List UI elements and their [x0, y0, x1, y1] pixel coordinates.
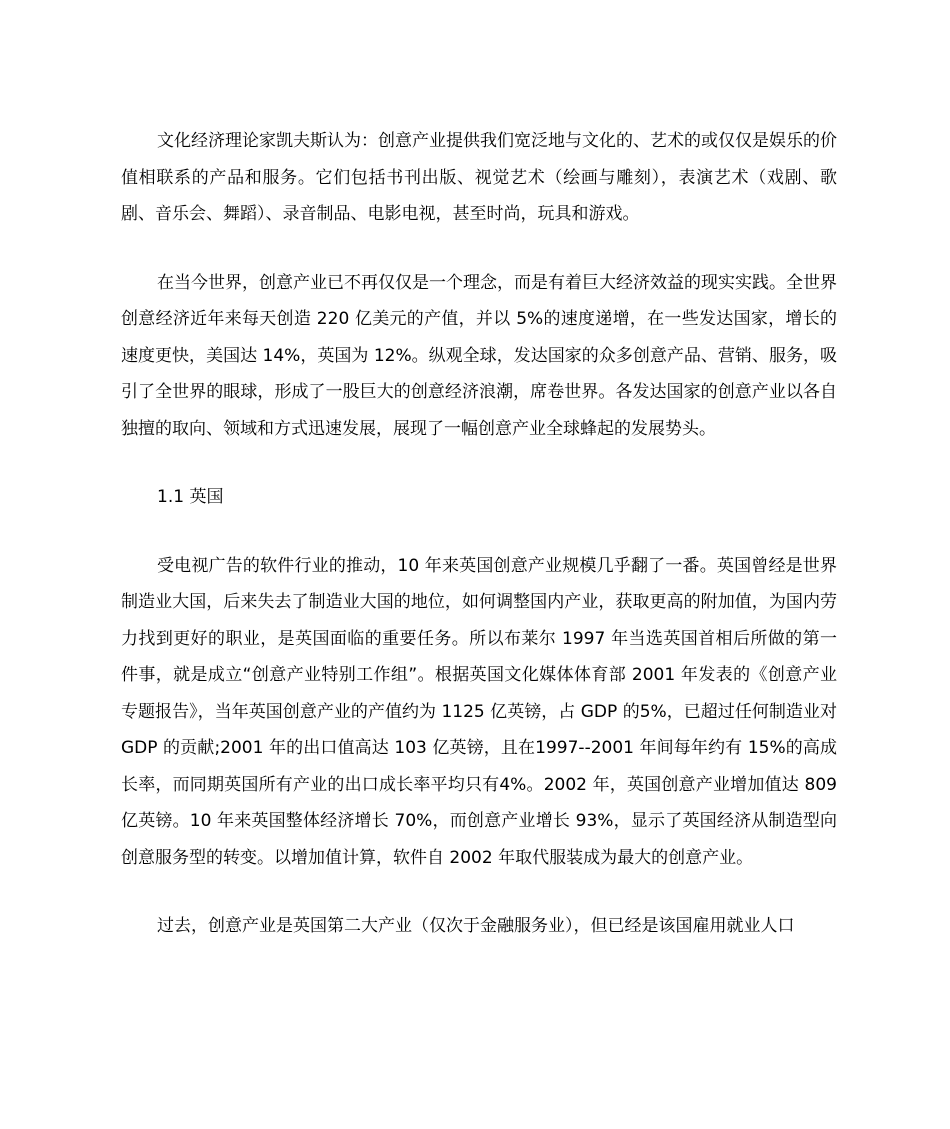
paragraph-creative-industry-definition: 文化经济理论家凯夫斯认为：创意产业提供我们宽泛地与文化的、艺术的或仅仅是娱乐的价值相联系的产品和服务。它们包括书刊出版、视觉艺术（绘画与雕刻），表演艺术（戏剧、歌剧、音乐会、舞蹈）、录音制品、电影电视，甚至时尚，玩具和游戏。 — [121, 131, 837, 224]
document-page — [121, 123, 837, 945]
paragraph-uk-growth: 受电视广告的软件行业的推动，10 年来英国创意产业规模几乎翻了一番。英国曾经是世界制造业大国，后来失去了制造业大国的地位，如何调整国内产业，获取更高的附加值，为国内劳力找到更好的职业，是英国面临的重要任务。所以布莱尔 1997 年当选英国首相后所做的第一件事，就是成立“创意产业特别工作组”。根据英国文化媒体体育部 2001 年发表的《创意产业专题报告》，当年英国创意产业的产值约为 1125 亿英镑，占 GDP 的5%，已超过任何制造业对 GDP 的贡献;2001 年的出口值高达 103 亿英镑，且在1997--2001 年间每年约有 15%的高成长率，而同期英国所有产业的出口成长率平均只有4%。2002 年，英国创意产业增加值达 809 亿英镑。10 年来英国整体经济增长 70%，而创意产业增长 93%，显示了英国经济从制造型向创意服务型的转变。以增加值计算，软件自 2002 年取代服装成为最大的创意产业。 — [121, 555, 837, 868]
paragraph-global-creative-economy: 在当今世界，创意产业已不再仅仅是一个理念，而是有着巨大经济效益的现实实践。全世界创意经济近年来每天创造 220 亿美元的产值，并以 5%的速度递增，在一些发达国家，增长的速度更快，美国达 14%，英国为 12%。纵观全球，发达国家的众多创意产品、营销、服务，吸引了全世界的眼球，形成了一股巨大的创意经济浪潮，席卷世界。各发达国家的创意产业以各自独擅的取向、领域和方式迅速发展，展现了一幅创意产业全球蜂起的发展势头。 — [121, 272, 837, 439]
section-heading-uk: 1.1 英国 — [157, 487, 224, 507]
paragraph-uk-second-industry: 过去，创意产业是英国第二大产业（仅次于金融服务业），但已经是该国雇用就业人口 — [157, 916, 795, 936]
